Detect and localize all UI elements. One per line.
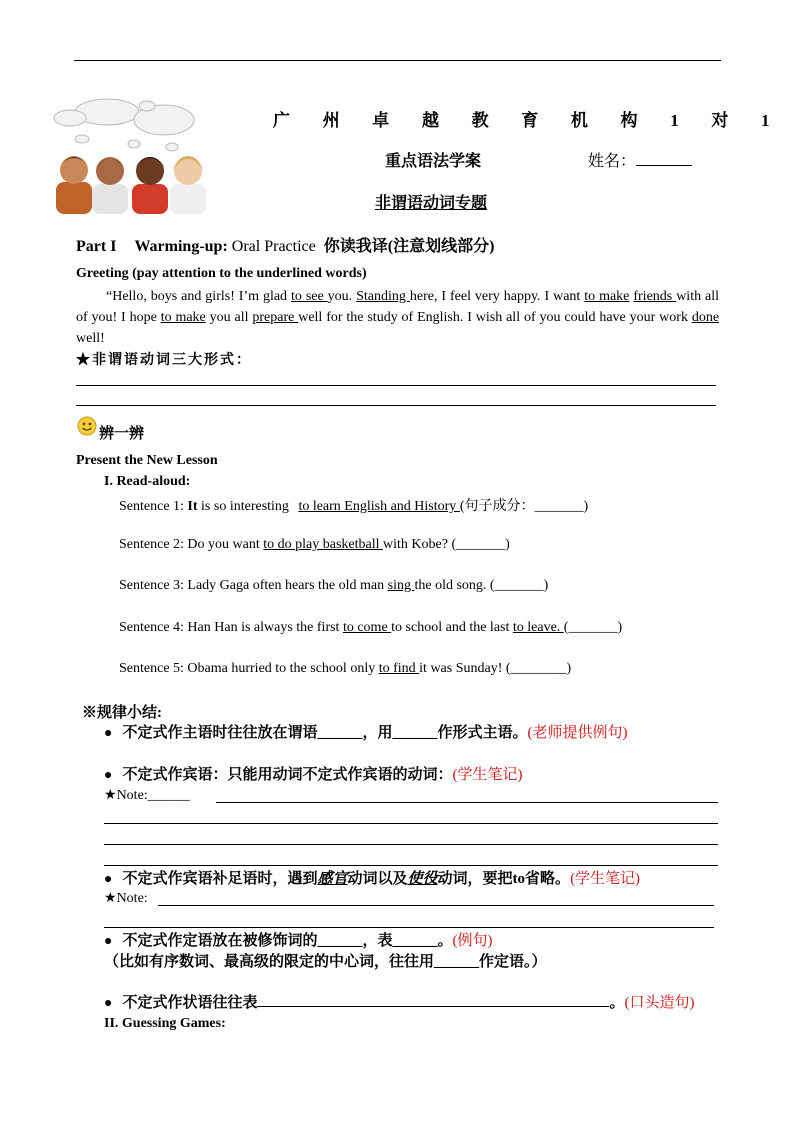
- underlined-phrase: to see: [291, 289, 328, 304]
- greeting-title: Greeting (pay attention to the underlined words): [76, 266, 367, 281]
- name-blank: [636, 153, 692, 166]
- guessing-games-title: II. Guessing Games:: [104, 1016, 226, 1031]
- rule-1: [104, 721, 627, 742]
- star-icon: ★: [104, 788, 117, 803]
- underlined-phrase: to learn English and History: [298, 499, 460, 514]
- red-note: (老师提供例句): [527, 725, 628, 741]
- text: (_______): [563, 620, 623, 635]
- rule-3: [104, 867, 640, 888]
- bullet-icon: ●: [104, 872, 113, 887]
- text: 。: [609, 995, 625, 1011]
- name-label: 姓名：: [588, 153, 637, 170]
- name-field: [588, 148, 692, 171]
- note-label: Note:: [116, 788, 148, 803]
- text: (句子成分：_______): [459, 499, 589, 514]
- underlined-phrase: to do play basketball: [263, 537, 384, 552]
- note-blank: ______: [147, 788, 190, 803]
- text: well for the study of English. I wish all of: [298, 310, 536, 325]
- bullet-icon: ●: [104, 768, 113, 783]
- part-label: Part I: [76, 238, 117, 255]
- three-forms-title: ★非谓语动词三大形式：: [76, 353, 252, 368]
- underlined-phrase: to find: [378, 661, 420, 676]
- sentence-5: [119, 661, 571, 677]
- underlined-phrase: prepare: [252, 310, 299, 325]
- text: Sentence 3: Lady Gaga often hears the old man: [119, 578, 388, 593]
- rule-2: [104, 763, 522, 784]
- underlined-phrase: friends: [633, 289, 677, 304]
- bullet-icon: ●: [104, 996, 113, 1011]
- rule-4: [104, 929, 492, 950]
- underlined-phrase: done: [691, 310, 720, 325]
- text: with all of you! I hope: [76, 289, 720, 325]
- sentence-1: [119, 495, 588, 515]
- note-line: [158, 905, 714, 906]
- note-line: [216, 802, 718, 803]
- text: Sentence 2: Do you want: [119, 537, 264, 552]
- text: you could have your work: [539, 310, 692, 325]
- topic-title: 非谓语动词专题: [375, 195, 488, 212]
- text: 不定式作定语放在被修饰词的______，表______。: [122, 933, 453, 949]
- note-line: [104, 823, 718, 824]
- text: 动词以及: [347, 871, 408, 887]
- text: Sentence 1:: [119, 499, 188, 514]
- note-line: [104, 865, 718, 866]
- text: well!: [76, 331, 105, 346]
- note-line: [104, 844, 718, 845]
- text: to: [512, 871, 526, 887]
- text: Sentence 5: Obama hurried to the school only: [119, 661, 379, 676]
- red-note: (口头造句): [624, 995, 695, 1011]
- rules-title: ※规律小结:: [82, 705, 162, 721]
- greeting-paragraph: [76, 286, 719, 349]
- thinking-children-illustration: [52, 96, 212, 214]
- star-icon: ★: [104, 891, 117, 906]
- note-line: [104, 927, 714, 928]
- text: 不定式作主语时往往放在谓语______，用______作形式主语。: [122, 725, 528, 741]
- answer-line: [76, 385, 716, 386]
- text: “Hello, boys and girls! I’m glad: [106, 289, 292, 304]
- underlined-phrase: Standing: [356, 289, 410, 304]
- readaloud-title: I. Read-aloud:: [104, 474, 191, 489]
- underlined-phrase: sing: [387, 578, 415, 593]
- text: 动词，要把: [437, 871, 513, 887]
- answer-line: [76, 405, 716, 406]
- institution-title: 广 州 卓 越 教 育 机 构 1 对 1: [273, 111, 786, 130]
- note-2: [104, 890, 148, 907]
- sentence-3: [119, 578, 548, 594]
- warmup-topic: Oral Practice: [231, 238, 316, 255]
- text: to school and the last: [391, 620, 513, 635]
- text: you all: [205, 310, 253, 325]
- underlined-phrase: to come: [342, 620, 392, 635]
- note-1: [104, 787, 190, 804]
- present-lesson-title: Present the New Lesson: [76, 453, 218, 468]
- part1-heading: [76, 233, 494, 256]
- rule-5: [104, 991, 695, 1012]
- smiley-icon: [77, 416, 97, 441]
- header-rule: [74, 60, 721, 61]
- text: It: [187, 499, 198, 514]
- doc-type: 重点语法学案: [385, 153, 482, 170]
- underlined-phrase: 使役: [407, 871, 438, 887]
- text: with Kobe? (_______): [383, 537, 510, 552]
- answer-blank: [257, 994, 609, 1007]
- part1-instruction: 你读我译(注意划线部分): [323, 238, 495, 255]
- underlined-phrase: to make: [160, 310, 206, 325]
- red-note: (学生笔记): [452, 767, 523, 783]
- text: here, I feel very happy. I want: [409, 289, 585, 304]
- text: you.: [327, 289, 357, 304]
- text: 不定式作宾语：只能用动词不定式作宾语的动词：: [122, 767, 453, 783]
- rule-4-sub: （比如有序数词、最高级的限定的中心词，往往用______作定语。）: [104, 954, 547, 970]
- distinguish-heading: 辨一辨: [99, 426, 145, 442]
- warmup-label: Warming-up:: [134, 238, 228, 255]
- text: is so interesting: [197, 499, 293, 514]
- underlined-phrase: 感官: [317, 871, 348, 887]
- underlined-phrase: to leave.: [512, 620, 564, 635]
- text: it was Sunday! (________): [419, 661, 572, 676]
- sentence-4: [119, 620, 622, 636]
- text: the old song. (_______): [414, 578, 549, 593]
- text: 不定式作宾语补足语时，遇到: [122, 871, 318, 887]
- underlined-phrase: to make: [584, 289, 630, 304]
- bullet-icon: ●: [104, 934, 113, 949]
- note-label: Note:: [116, 891, 148, 906]
- red-note: (例句): [452, 933, 493, 949]
- bullet-icon: ●: [104, 726, 113, 741]
- text: 不定式作状语往往表: [122, 995, 258, 1011]
- text: 省略。: [525, 871, 571, 887]
- sentence-2: [119, 537, 510, 553]
- red-note: (学生笔记): [570, 871, 641, 887]
- text: Sentence 4: Han Han is always the first: [119, 620, 343, 635]
